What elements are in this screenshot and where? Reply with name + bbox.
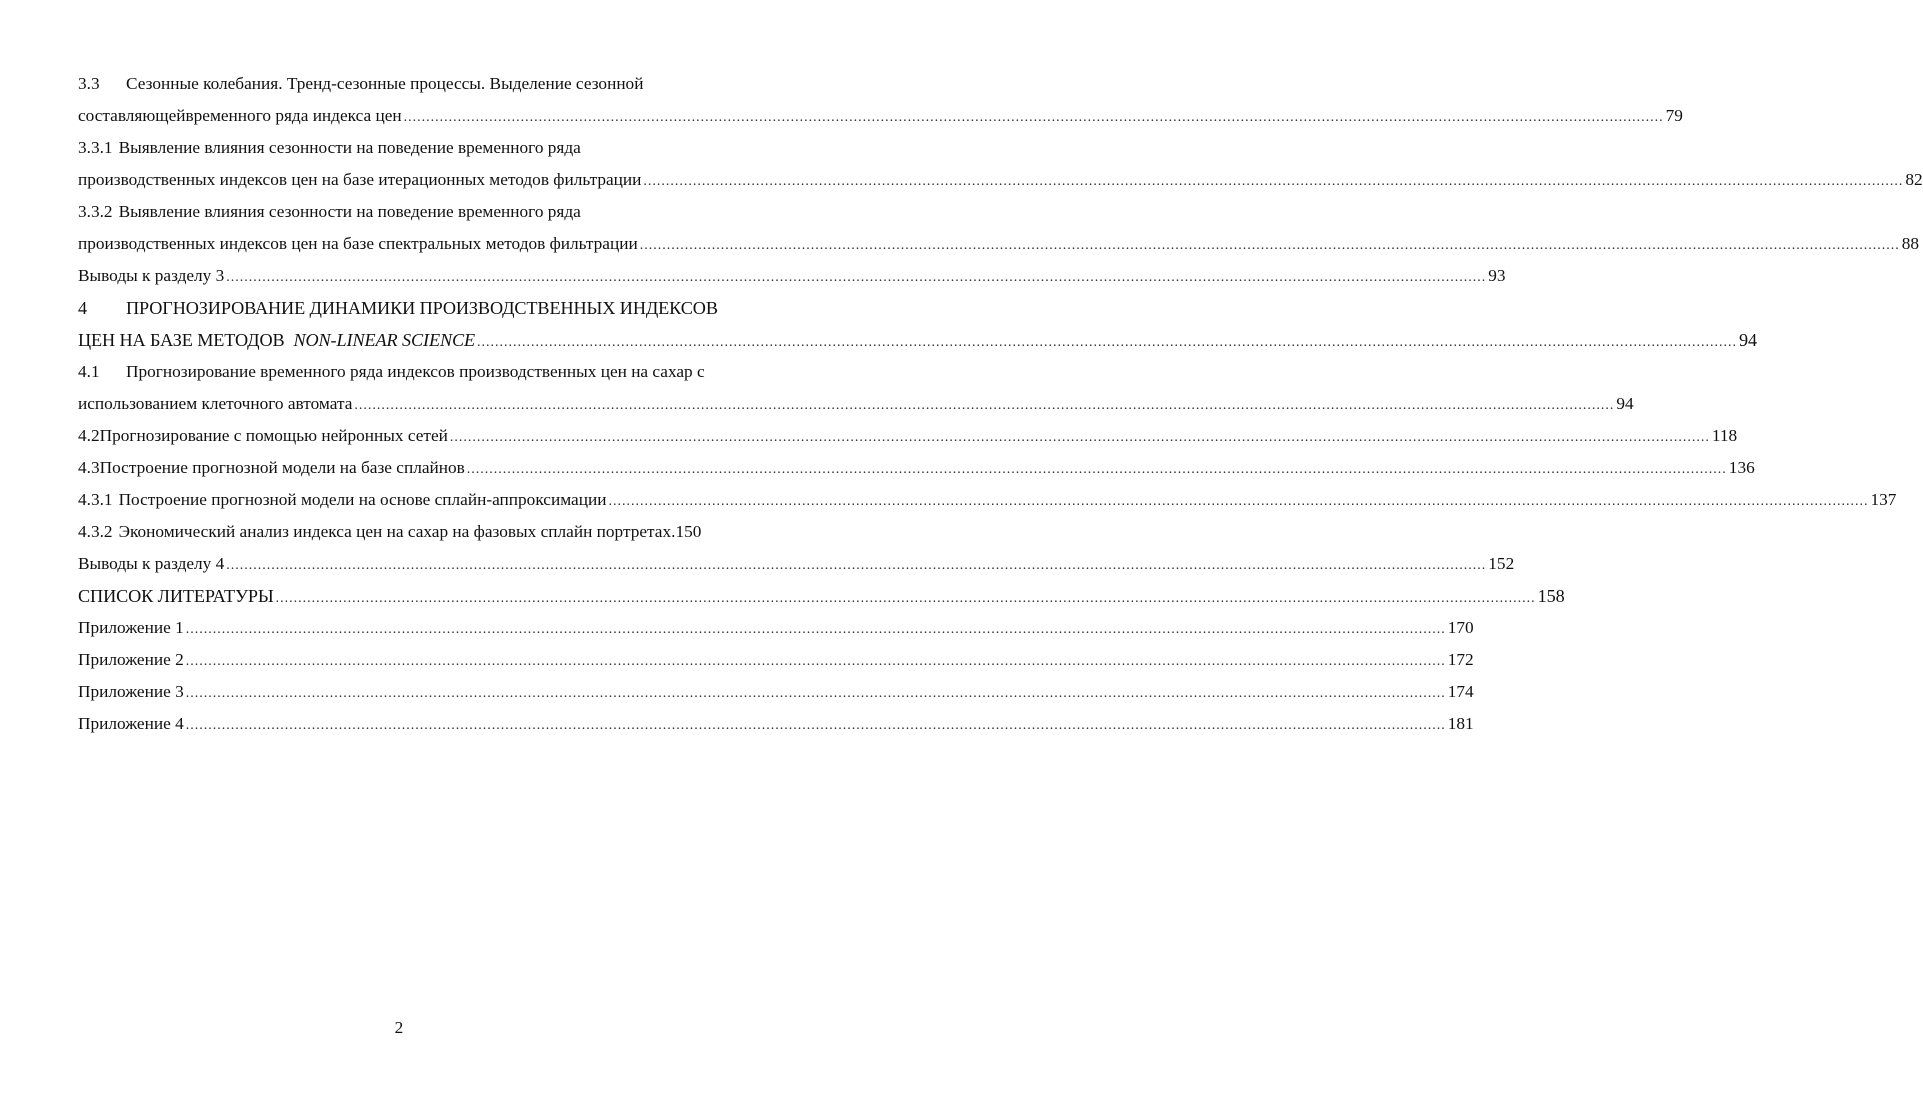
toc-entry-4-3	[78, 452, 1755, 484]
toc-entry-4-1-line2	[78, 388, 1634, 420]
toc-entry-conclusions-3	[78, 260, 1506, 292]
toc-entry-3-3-2-line1	[78, 196, 768, 228]
section-title: Выводы к разделу 4	[78, 554, 225, 573]
section-title: Выводы к разделу 3	[78, 266, 225, 285]
leader-dots	[186, 614, 1446, 646]
chapter-title-italic: NON-LINEAR SCIENCE	[293, 330, 476, 350]
page-ref: 172	[1447, 650, 1474, 669]
toc-entry-3-3-line1	[78, 68, 768, 100]
leader-dots	[608, 486, 1868, 518]
section-title: Экономический анализ индекса цен на сахар на фазовых сплайн портретах.	[118, 522, 676, 541]
chapter-title-prefix: ЦЕН НА БАЗЕ МЕТОДОВ	[78, 330, 285, 350]
table-of-contents	[78, 68, 1923, 740]
section-title: Приложение 3	[78, 682, 184, 701]
page-ref: 181	[1447, 714, 1474, 733]
page-ref: 94	[1739, 330, 1758, 350]
leader-dots	[404, 102, 1664, 134]
toc-entry-conclusions-4	[78, 548, 1515, 580]
section-number: 3.3.1	[78, 138, 113, 157]
section-title: Выявление влияния сезонности на поведение временного ряда	[118, 138, 581, 157]
page-ref: 150	[675, 522, 702, 541]
leader-dots	[186, 710, 1446, 742]
leader-dots	[467, 454, 1727, 486]
page-ref: 136	[1728, 458, 1755, 477]
chapter-number: 4	[78, 298, 87, 318]
toc-entry-appendix-3	[78, 676, 1474, 708]
section-title: Приложение 1	[78, 618, 184, 637]
section-number: 3.3	[78, 74, 100, 93]
section-title: СПИСОК ЛИТЕРАТУРЫ	[78, 586, 274, 606]
section-title-cont: производственных индексов цен на базе итерационных методов фильтрации	[78, 170, 642, 189]
page-ref: 94	[1616, 394, 1634, 413]
page-ref: 79	[1665, 106, 1683, 125]
page-ref: 118	[1711, 426, 1738, 445]
page-ref: 137	[1870, 490, 1897, 509]
section-number: 3.3.2	[78, 202, 113, 221]
leader-dots	[354, 390, 1614, 422]
section-title-cont: составляющейвременного ряда индекса цен	[78, 106, 402, 125]
section-title: Прогнозирование с помощью нейронных сетей	[99, 426, 448, 445]
toc-entry-4-3-2	[78, 516, 768, 548]
leader-dots	[226, 550, 1486, 582]
section-number: 4.1	[78, 362, 100, 381]
toc-entry-chapter-4-line2	[78, 324, 1758, 356]
section-title-cont: использованием клеточного автомата	[78, 394, 353, 413]
toc-entry-3-3-2-line2	[78, 228, 1920, 260]
toc-entry-3-3-line2	[78, 100, 1683, 132]
toc-entry-3-3-1-line1	[78, 132, 768, 164]
leader-dots	[186, 646, 1446, 678]
chapter-title-cont	[78, 324, 475, 356]
leader-dots	[477, 327, 1737, 359]
page-ref: 88	[1901, 234, 1920, 253]
page-ref: 158	[1537, 586, 1565, 606]
section-title: Приложение 2	[78, 650, 184, 669]
section-number: 4.3	[78, 458, 100, 477]
chapter-title: ПРОГНОЗИРОВАНИЕ ДИНАМИКИ ПРОИЗВОДСТВЕННЫХ ИНДЕКСОВ	[126, 298, 718, 318]
leader-dots	[643, 166, 1903, 198]
leader-dots	[276, 583, 1536, 615]
toc-entry-appendix-4	[78, 708, 1474, 740]
toc-entry-4-2	[78, 420, 1738, 452]
page-ref: 82	[1905, 170, 1923, 189]
section-title: Выявление влияния сезонности на поведение временного ряда	[118, 202, 581, 221]
section-title: Прогнозирование временного ряда индексов производственных цен на сахар с	[126, 362, 705, 381]
toc-entry-appendix-1	[78, 612, 1474, 644]
page-ref: 152	[1488, 554, 1515, 573]
toc-entry-4-1-line1	[78, 356, 768, 388]
toc-entry-3-3-1-line2	[78, 164, 1923, 196]
section-title: Построение прогнозной модели на основе сплайн-аппроксимации	[118, 490, 607, 509]
section-number: 4.3.1	[78, 490, 113, 509]
toc-entry-references	[78, 580, 1565, 612]
toc-entry-chapter-4-line1	[78, 292, 768, 324]
leader-dots	[450, 422, 1710, 454]
leader-dots	[226, 262, 1486, 294]
section-title: Сезонные колебания. Тренд-сезонные процессы. Выделение сезонной	[126, 74, 644, 93]
page-ref: 174	[1447, 682, 1474, 701]
page-number: 2	[394, 1018, 404, 1037]
page-ref: 93	[1488, 266, 1506, 285]
leader-dots	[186, 678, 1446, 710]
section-title-cont: производственных индексов цен на базе спектральных методов фильтрации	[78, 234, 638, 253]
toc-entry-appendix-2	[78, 644, 1474, 676]
page-ref: 170	[1447, 618, 1474, 637]
leader-dots	[640, 230, 1900, 262]
toc-entry-4-3-1	[78, 484, 1897, 516]
section-title: Построение прогнозной модели на базе сплайнов	[99, 458, 465, 477]
section-title: Приложение 4	[78, 714, 184, 733]
section-number: 4.3.2	[78, 522, 113, 541]
section-number: 4.2	[78, 426, 100, 445]
